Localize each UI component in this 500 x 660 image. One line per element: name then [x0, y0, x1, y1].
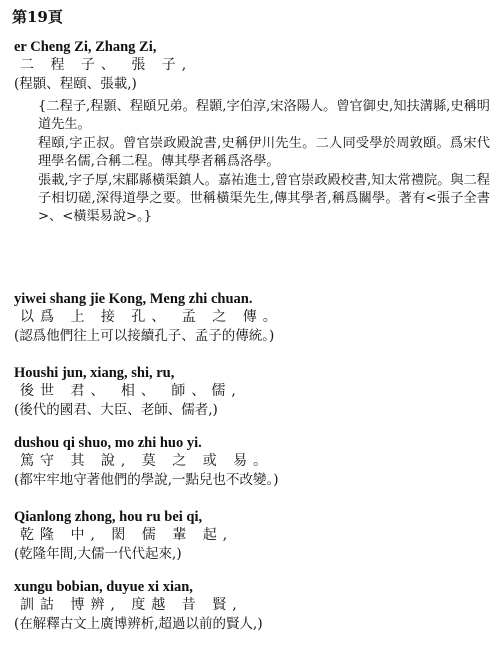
annotation-note — [38, 98, 490, 227]
hanzi-line: 訓詁 博辨, 度越 昔 賢, — [20, 597, 243, 613]
hanzi-line: 後世 君、 相、 師、儒, — [20, 383, 242, 399]
pinyin-line: yiwei shang jie Kong, Meng zhi chuan. — [14, 291, 253, 307]
verse-block — [14, 364, 492, 420]
hanzi-line: 乾隆 中, 閎 儒 輩 起, — [20, 527, 234, 543]
pinyin-line: xungu bobian, duyue xi xian, — [14, 579, 193, 595]
gloss-line: (都牢牢地守著他們的學說,一點兒也不改變。) — [14, 472, 279, 488]
pinyin-line: dushou qi shuo, mo zhi huo yi. — [14, 435, 202, 451]
page-label: 第19頁 — [12, 8, 63, 26]
note-paragraph: 程頤,字正叔。曾官崇政殿說書,史稱伊川先生。二人同受學於周敦頤。爲宋代理學名儒,合稱二程。傳其學者稱爲洛學。 — [38, 135, 490, 170]
hanzi-line: 篤守 其 說, 莫 之 或 易。 — [20, 453, 274, 469]
gloss-line: (乾隆年間,大儒一代代起來,) — [14, 546, 182, 562]
hanzi-line: 以爲 上 接 孔、 孟 之 傳。 — [20, 309, 283, 325]
gloss-line: (程顥、程頤、張載,) — [14, 76, 137, 92]
note-paragraph: 張載,字子厚,宋郿縣橫渠鎮人。嘉祐進士,曾官崇政殿校書,知太常禮院。與二程子相切磋,深得道學之要。世稱橫渠先生,傳其學者,稱爲關學。著有<張子全書>、<橫渠易說>。} — [38, 172, 490, 225]
pinyin-line: Qianlong zhong, hou ru bei qi, — [14, 509, 203, 525]
verse-block — [14, 38, 492, 94]
verse-block — [14, 508, 492, 564]
gloss-line: (後代的國君、大臣、老師、儒者,) — [14, 402, 218, 418]
gloss-line: (在解釋古文上廣博辨析,超過以前的賢人,) — [14, 616, 263, 632]
pinyin-line: Houshi jun, xiang, shi, ru, — [14, 365, 175, 381]
hanzi-line: 二 程 子、 張 子, — [20, 57, 193, 73]
verse-block — [14, 290, 492, 346]
pinyin-line: er Cheng Zi, Zhang Zi, — [14, 39, 157, 55]
verse-block — [14, 434, 492, 490]
verse-block — [14, 578, 492, 634]
gloss-line: (認爲他們往上可以接續孔子、孟子的傳統。) — [14, 328, 275, 344]
note-paragraph: {二程子,程顥、程頤兄弟。程顥,字伯淳,宋洛陽人。曾官御史,知扶溝縣,史稱明道先生。 — [38, 99, 490, 133]
